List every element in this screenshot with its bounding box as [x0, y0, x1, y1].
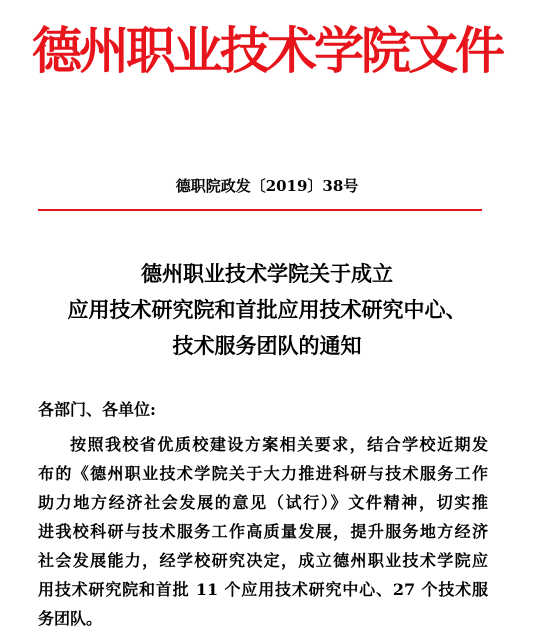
- notice-title-line-3: 技术服务团队的通知: [172, 333, 362, 358]
- red-divider-line: [38, 209, 482, 211]
- document-number: 德职院政发〔2019〕38号: [175, 177, 359, 195]
- body-line-3: 助力地方经济社会发展的意见（试行）》文件精神，切实推: [38, 493, 488, 512]
- body-paragraph: [38, 430, 488, 633]
- body-line-7: 务团队。: [38, 609, 103, 628]
- body-line-5: 社会发展能力，经学校研究决定，成立德州职业技术学院应: [38, 551, 488, 570]
- document-header-title: 德州职业技术学院文件: [32, 21, 502, 80]
- notice-title-line-1: 德州职业技术学院关于成立: [141, 261, 393, 286]
- body-line-6: 用技术研究院和首批 11 个应用技术研究中心、27 个技术服: [38, 580, 488, 599]
- body-line-4: 进我校科研与技术服务工作高质量发展，提升服务地方经济: [38, 522, 488, 541]
- body-line-2: 布的《德州职业技术学院关于大力推进科研与技术服务工作: [38, 464, 488, 483]
- notice-title: [0, 256, 534, 364]
- salutation: 各部门、各单位:: [38, 400, 156, 419]
- notice-title-line-2: 应用技术研究院和首批应用技术研究中心、: [67, 297, 467, 322]
- body-line-1: 按照我校省优质校建设方案相关要求，结合学校近期发: [70, 435, 488, 454]
